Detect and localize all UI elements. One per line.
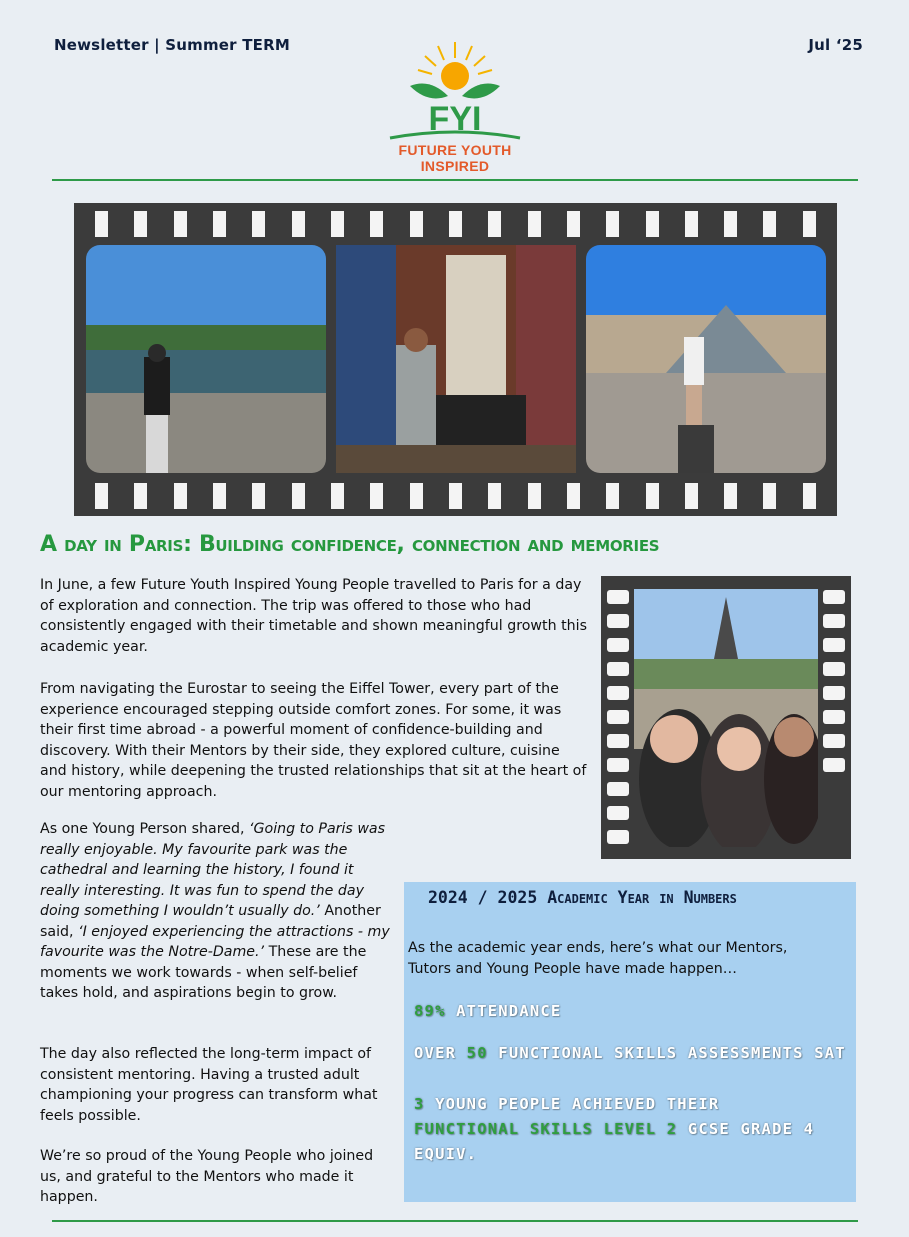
- photo-seine: [86, 245, 326, 473]
- film-holes-bottom: [74, 483, 837, 509]
- paragraph-5: We’re so proud of the Young People who joined us, and grateful to the Mentors who made it happen.: [40, 1148, 374, 1205]
- logo-text: FUTURE YOUTH INSPIRED: [398, 142, 512, 174]
- photo-notre-dame: [336, 245, 576, 473]
- newsletter-label: Newsletter | Summer TERM: [54, 36, 290, 54]
- stats-panel: [404, 882, 856, 1202]
- paragraph-3: As one Young Person shared, ‘Going to Paris was really enjoyable. My favourite park was the cathedral and learning the history, I found it really interesting. It was fun to spend the day doing something I wouldn’t usually do.’ Another said, ‘I enjoyed experiencing the attractions - my favourite was the Notre-Dame.’ These are the moments we work towards - when self-belief takes hold, and aspirations begin to grow.: [40, 821, 390, 1001]
- paragraph-2: From navigating the Eurostar to seeing the Eiffel Tower, every part of the experience encouraged stepping outside comfort zones. For some, it was their first time abroad - a powerful moment of confidence-building and discovery. With their Mentors by their side, they explored culture, cuisine and history, while deepening the trusted relationships that sit at the heart of our mentoring approach.: [40, 681, 587, 800]
- issue-date: Jul ‘25: [808, 36, 863, 54]
- film-holes-top: [74, 211, 837, 237]
- photo-louvre: [586, 245, 826, 473]
- stat-assessments: OVER 50 FUNCTIONAL SKILLS ASSESSMENTS SAT: [414, 1044, 846, 1062]
- stats-intro: As the academic year ends, here’s what our Mentors, Tutors and Young People have made happen…: [408, 940, 788, 977]
- sun-icon: [418, 42, 492, 90]
- fyi-logo: [370, 38, 540, 174]
- stats-heading: 2024 / 2025 Academic Year in Numbers: [428, 888, 737, 907]
- photo-eiffel-tower: [634, 589, 818, 847]
- article-title: A day in Paris: Building confidence, connection and memories: [40, 532, 660, 557]
- stat-attendance: 89% ATTENDANCE: [414, 1002, 562, 1020]
- paragraph-4: The day also reflected the long-term impact of consistent mentoring. Having a trusted adult championing your progress can transform what feels possible.: [40, 1046, 378, 1124]
- film-strip: [74, 203, 837, 516]
- film-strip-eiffel: [601, 576, 851, 859]
- stat-level2: 3 YOUNG PEOPLE ACHIEVED THEIR FUNCTIONAL SKILLS LEVEL 2 GCSE GRADE 4 EQUIV.: [414, 1095, 815, 1163]
- svg-text:FYI: FYI: [428, 100, 482, 138]
- divider-top: [52, 179, 858, 181]
- divider-bottom: [52, 1220, 858, 1222]
- paragraph-1: In June, a few Future Youth Inspired Young People travelled to Paris for a day of exploration and connection. The trip was offered to those who had consistently engaged with their timetable and shown meaningful growth this academic year.: [40, 577, 587, 655]
